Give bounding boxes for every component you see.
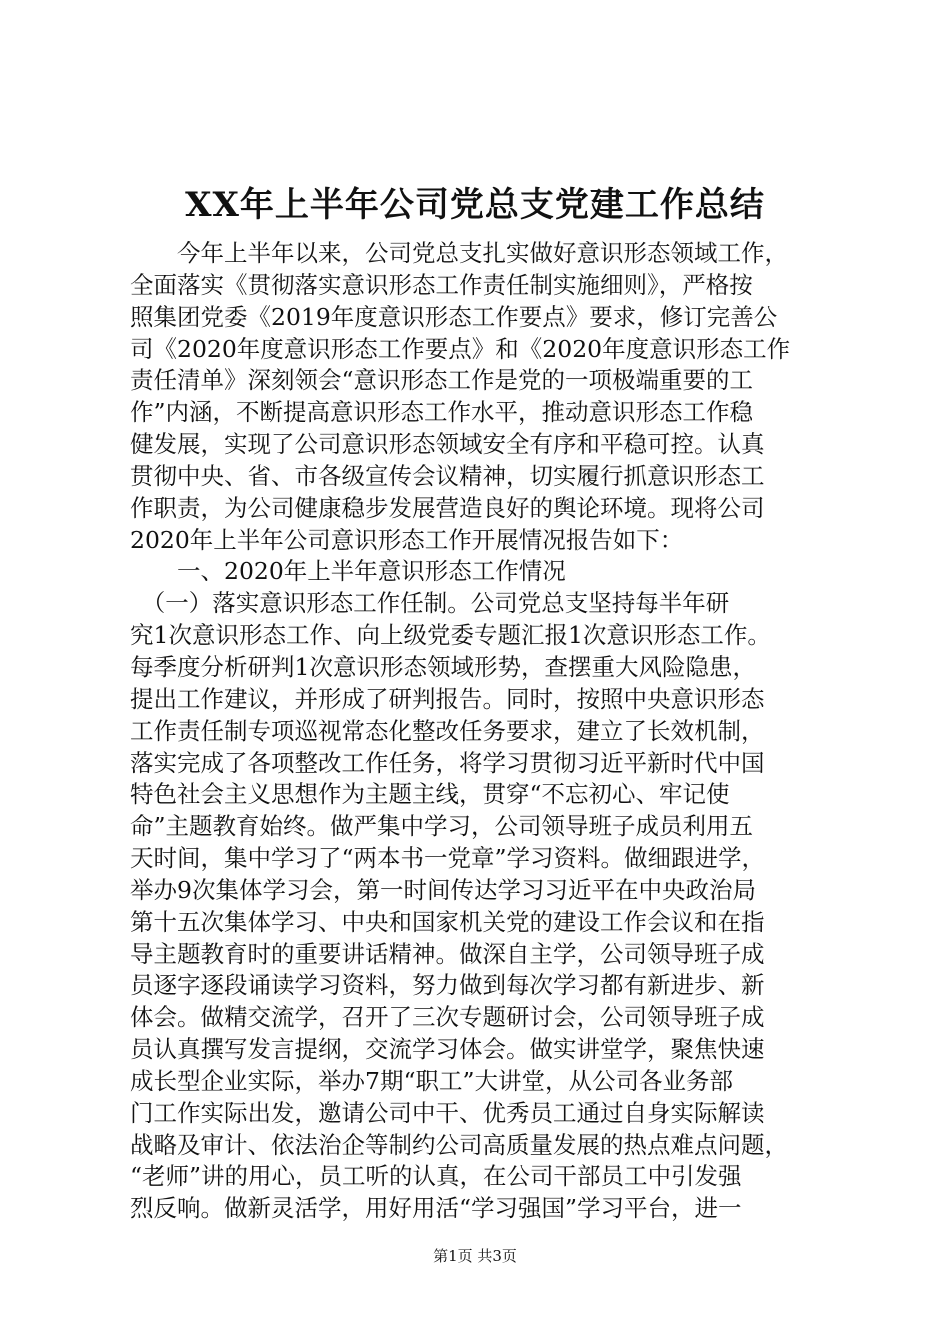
body-text-line: 照集团党委《2019年度意识形态工作要点》要求，修订完善公	[130, 302, 778, 331]
body-text-line: （一）落实意识形态工作任制。公司党总支坚持每半年研	[130, 589, 730, 618]
body-text-line: 工作责任制专项巡视常态化整改任务要求，建立了长效机制，	[130, 716, 765, 745]
body-text-line: 命”主题教育始终。做严集中学习，公司领导班子成员利用五	[130, 812, 754, 841]
body-text-line: 举办9次集体学习会，第一时间传达学习习近平在中央政治局	[130, 875, 756, 904]
body-text-line: 司《2020年度意识形态工作要点》和《2020年度意识形态工作	[130, 334, 791, 363]
body-text-line: 第十五次集体学习、中央和国家机关党的建设工作会议和在指	[130, 907, 765, 936]
body-text-line: 门工作实际出发，邀请公司中干、优秀员工通过自身实际解读	[130, 1098, 765, 1127]
body-text-line: 天时间，集中学习了“两本书一党章”学习资料。做细跟进学，	[130, 844, 766, 873]
body-text-line: 作职责，为公司健康稳步发展营造良好的舆论环境。现将公司	[130, 493, 765, 522]
body-text-line: 贯彻中央、省、市各级宣传会议精神，切实履行抓意识形态工	[130, 461, 765, 490]
page-number: 第1页 共3页	[433, 1247, 517, 1265]
body-text-line: 作”内涵，不断提高意识形态工作水平，推动意识形态工作稳	[130, 398, 754, 427]
body-text-line: 今年上半年以来，公司党总支扎实做好意识形态领域工作，	[130, 239, 788, 267]
body-text-line: 落实完成了各项整改工作任务，将学习贯彻习近平新时代中国	[130, 748, 765, 777]
document-body	[130, 238, 840, 1225]
body-text-line: 成长型企业实际，举办7期“职工”大讲堂，从公司各业务部	[130, 1066, 733, 1095]
body-text-line: 体会。做精交流学，召开了三次专题研讨会，公司领导班子成	[130, 1003, 765, 1032]
body-text-line: 责任清单》深刻领会“意识形态工作是党的一项极端重要的工	[130, 366, 754, 395]
document-title: XX年上半年公司党总支党建工作总结	[185, 185, 765, 225]
body-text-line: 提出工作建议，并形成了研判报告。同时，按照中央意识形态	[130, 684, 765, 713]
body-text-line: 一、2020年上半年意识形态工作情况	[130, 557, 566, 586]
body-text-line: 2020年上半年公司意识形态工作开展情况报告如下：	[130, 525, 684, 554]
body-text-line: 健发展，实现了公司意识形态领域安全有序和平稳可控。认真	[130, 430, 765, 459]
body-text-line: 战略及审计、依法治企等制约公司高质量发展的热点难点问题，	[130, 1130, 788, 1159]
body-text-line: 每季度分析研判1次意识形态领域形势，查摆重大风险隐患，	[130, 652, 756, 681]
body-text-line: 员逐字逐段诵读学习资料，努力做到每次学习都有新进步、新	[130, 971, 765, 1000]
body-text-line: 导主题教育时的重要讲话精神。做深自主学，公司领导班子成	[130, 939, 765, 968]
body-text-line: “老师”讲的用心，员工听的认真，在公司干部员工中引发强	[130, 1162, 742, 1191]
body-text-line: 全面落实《贯彻落实意识形态工作责任制实施细则》，严格按	[130, 270, 753, 299]
body-text-line: 员认真撰写发言提纲，交流学习体会。做实讲堂学，聚焦快速	[130, 1035, 765, 1064]
body-text-line: 烈反响。做新灵活学，用好用活“学习强国”学习平台，进一	[130, 1194, 742, 1223]
body-text-line: 究1次意识形态工作、向上级党委专题汇报1次意识形态工作。	[130, 621, 771, 650]
body-text-line: 特色社会主义思想作为主题主线，贯穿“不忘初心、牢记使	[130, 780, 730, 809]
